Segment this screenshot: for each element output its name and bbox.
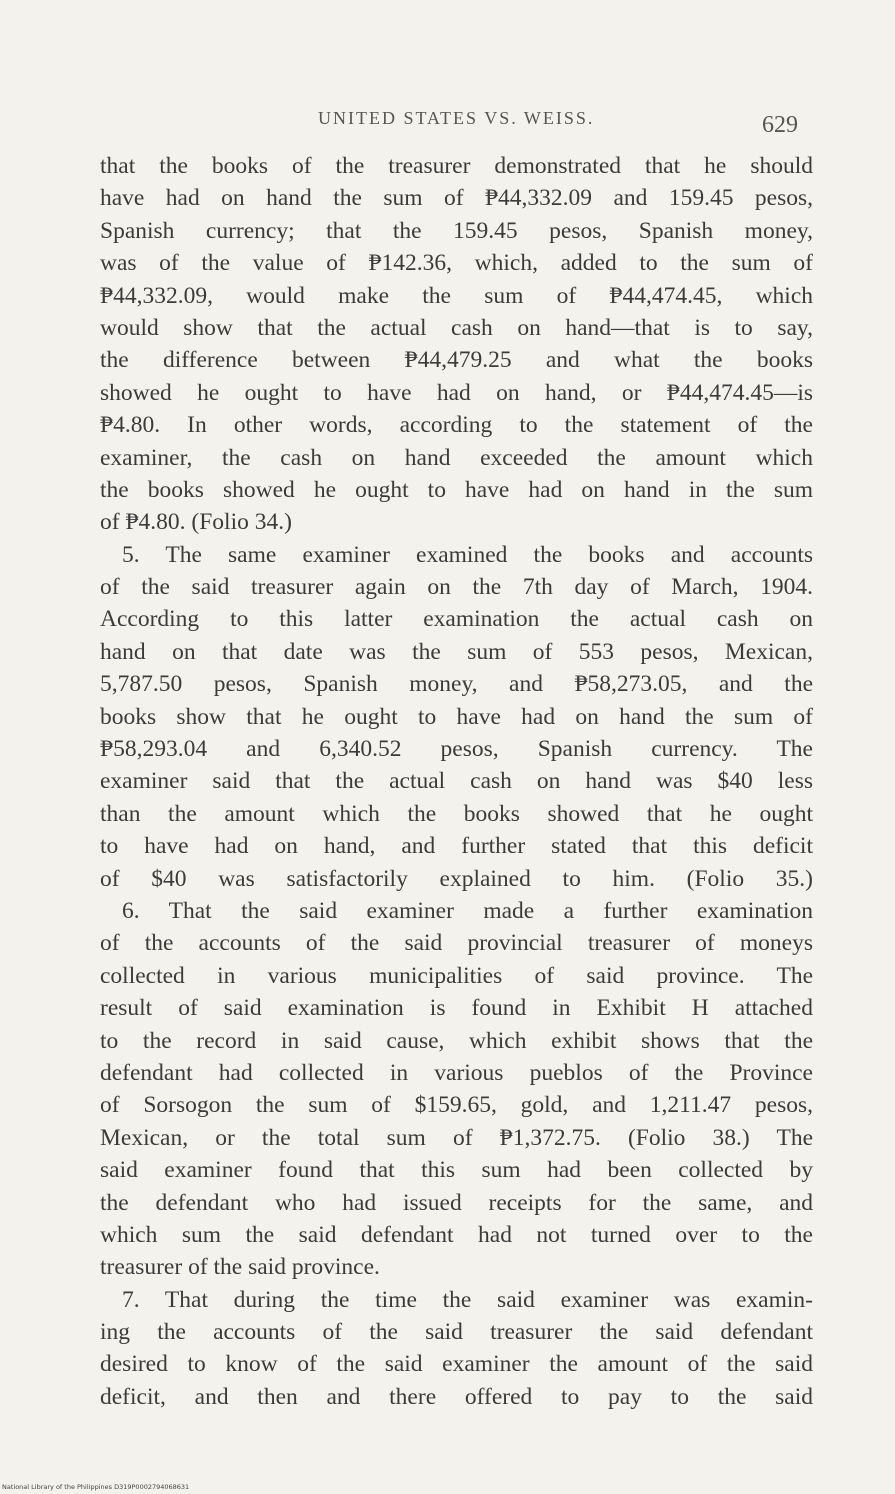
text-line: Spanish currency; that the 159.45 pesos, Spanish money, — [100, 217, 813, 244]
text-line: than the amount which the books showed that he ought — [100, 800, 813, 827]
text-line: of Sorsogon the sum of $159.65, gold, and 1,211.47 pesos, — [100, 1092, 813, 1119]
text-line: of $40 was satisfactorily explained to him. (Folio 35.) — [100, 865, 813, 892]
running-title: UNITED STATES VS. WEISS. — [318, 108, 595, 128]
text-line: 7. That during the time the said examiner was examin- — [122, 1286, 813, 1313]
text-line: books show that he ought to have had on hand the sum of — [100, 703, 813, 730]
text-line: hand on that date was the sum of 553 pesos, Mexican, — [100, 638, 813, 665]
text-line: 5,787.50 pesos, Spanish money, and ₱58,273.05, and the — [100, 671, 813, 698]
running-head — [0, 108, 895, 148]
text-line: According to this latter examination the actual cash on — [100, 606, 813, 633]
text-line: of ₱4.80. (Folio 34.) — [100, 509, 292, 536]
text-line: was of the value of ₱142.36, which, added to the sum of — [100, 250, 813, 277]
text-line: to the record in said cause, which exhibit shows that the — [100, 1027, 813, 1054]
text-line: that the books of the treasurer demonstrated that he should — [100, 153, 813, 179]
text-line: have had on hand the sum of ₱44,332.09 and 159.45 pesos, — [100, 185, 813, 212]
text-line: desired to know of the said examiner the amount of the said — [100, 1351, 813, 1378]
text-line: of the accounts of the said provincial treasurer of moneys — [100, 930, 813, 957]
text-line: examiner, the cash on hand exceeded the amount which — [100, 444, 813, 471]
text-line: ₱44,332.09, would make the sum of ₱44,474.45, which — [100, 282, 813, 309]
text-line: ing the accounts of the said treasurer the said defendant — [100, 1319, 813, 1346]
body-text — [100, 150, 813, 1413]
text-line: deficit, and then and there offered to pay to the said — [100, 1383, 813, 1410]
text-line: said examiner found that this sum had been collected by — [100, 1157, 813, 1184]
text-line: examiner said that the actual cash on hand was $40 less — [100, 768, 813, 795]
paragraph-item-6 — [100, 895, 813, 1284]
text-line: ₱58,293.04 and 6,340.52 pesos, Spanish currency. The — [100, 736, 813, 763]
paragraph-item-5 — [100, 539, 813, 895]
text-line: collected in various municipalities of said province. The — [100, 962, 813, 989]
text-line: defendant had collected in various pueblos of the Province — [100, 1059, 813, 1086]
text-line: 6. That the said examiner made a further examination — [122, 897, 813, 924]
text-line: showed he ought to have had on hand, or ₱44,474.45—is — [100, 379, 813, 406]
text-line: which sum the said defendant had not turned over to the — [100, 1221, 813, 1248]
text-line: of the said treasurer again on the 7th day of March, 1904. — [100, 574, 813, 601]
text-line: Mexican, or the total sum of ₱1,372.75. (Folio 38.) The — [100, 1124, 813, 1151]
text-line: would show that the actual cash on hand—that is to say, — [100, 314, 813, 341]
text-line: ₱4.80. In other words, according to the statement of the — [100, 412, 813, 439]
text-line: the books showed he ought to have had on hand in the sum — [100, 476, 813, 503]
text-line: treasurer of the said province. — [100, 1254, 380, 1281]
text-line: the defendant who had issued receipts for the same, and — [100, 1189, 813, 1216]
paragraph-continuation — [100, 150, 813, 539]
scan-footer-note: National Library of the Philippines D319P0002794068631 — [2, 1483, 190, 1491]
text-line: the difference between ₱44,479.25 and what the books — [100, 347, 813, 374]
page-number: 629 — [762, 112, 798, 138]
text-line: to have had on hand, and further stated that this deficit — [100, 833, 813, 860]
text-line: result of said examination is found in Exhibit H attached — [100, 995, 813, 1022]
paragraph-item-7 — [100, 1284, 813, 1414]
text-line: 5. The same examiner examined the books and accounts — [122, 541, 813, 568]
